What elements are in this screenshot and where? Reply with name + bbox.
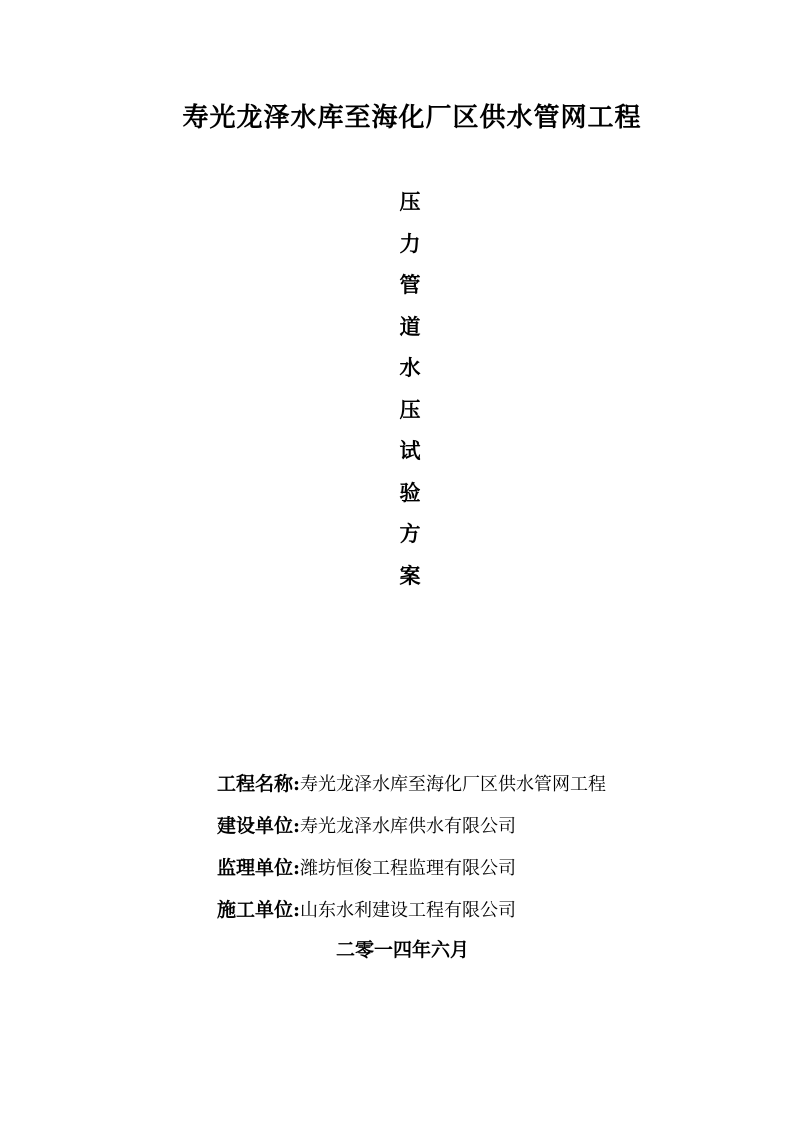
info-row-client: [217, 810, 606, 852]
document-date: 二零一四年六月: [336, 939, 470, 961]
info-row-supervisor: [217, 852, 606, 894]
title-character: 管: [399, 272, 421, 297]
title-character: 力: [399, 230, 421, 256]
info-value: 寿光龙泽水库至海化厂区供水管网工程: [300, 774, 607, 795]
info-row-project-name: [217, 768, 606, 810]
info-label: 监理单位:: [217, 857, 301, 879]
project-info-block: [217, 768, 606, 936]
title-character: 试: [399, 438, 421, 463]
project-title: 寿光龙泽水库至海化厂区供水管网工程: [182, 103, 642, 133]
title-character: 道: [399, 313, 421, 339]
info-value: 潍坊恒俊工程监理有限公司: [300, 858, 517, 879]
title-character: 压: [399, 189, 421, 214]
title-character: 压: [399, 396, 421, 422]
info-value: 寿光龙泽水库供水有限公司: [300, 816, 517, 837]
title-character: 案: [399, 562, 421, 588]
title-character: 验: [399, 479, 421, 505]
info-label: 建设单位:: [217, 815, 301, 837]
info-label: 施工单位:: [217, 899, 301, 921]
info-label: 工程名称:: [217, 773, 301, 795]
document-type-title: [390, 184, 430, 599]
title-character: 水: [399, 355, 421, 380]
info-value: 山东水利建设工程有限公司: [300, 900, 517, 921]
title-character: 方: [399, 521, 421, 546]
info-row-contractor: [217, 894, 606, 936]
